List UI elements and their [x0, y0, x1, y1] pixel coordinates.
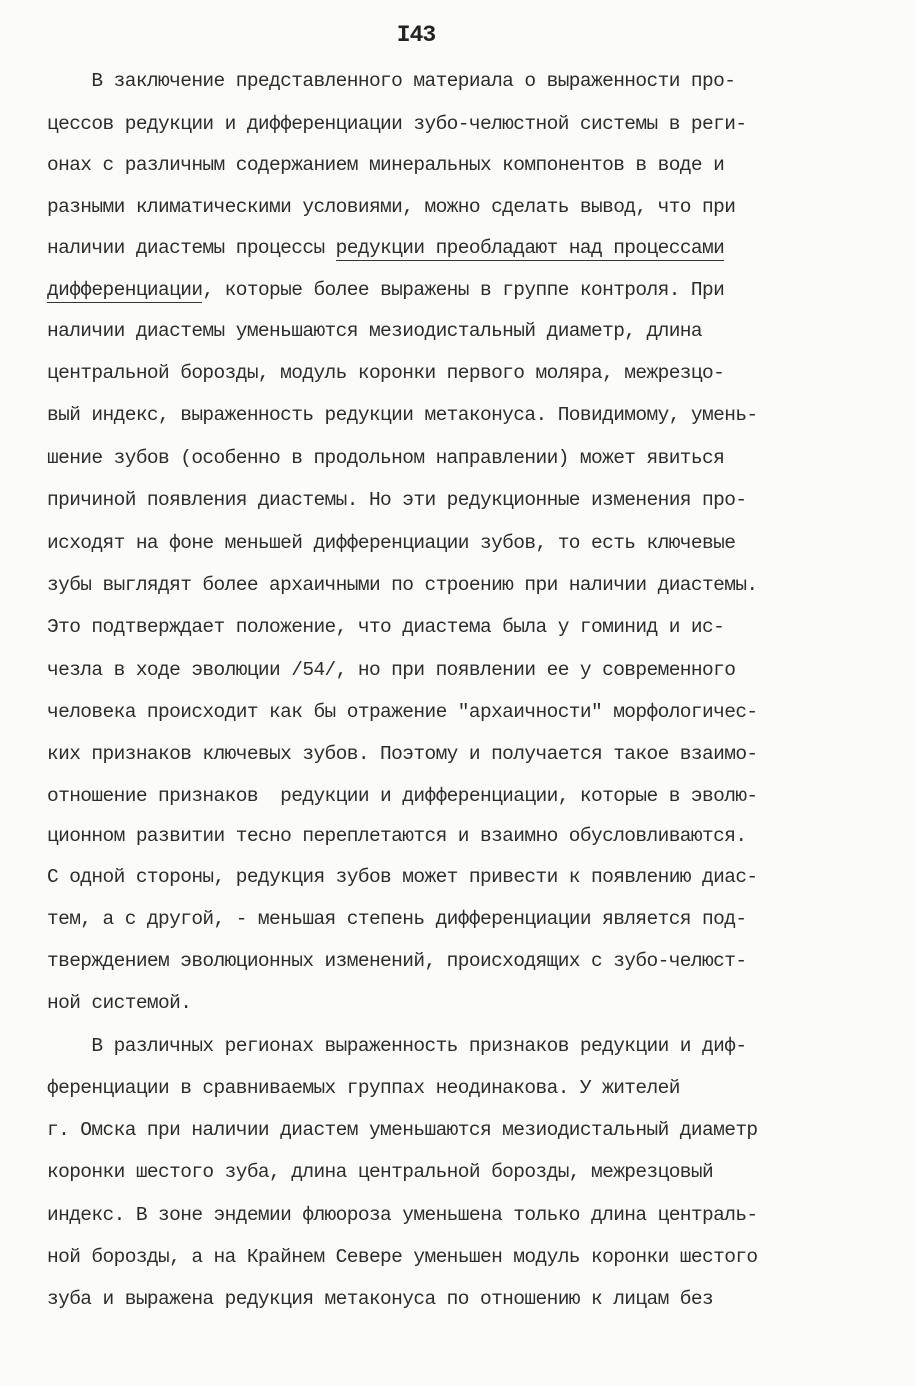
text-line-29	[47, 1242, 758, 1272]
text-line-10	[47, 443, 724, 473]
text-line-9	[47, 400, 758, 430]
page-number: I43	[396, 22, 436, 48]
text-line-17	[47, 739, 758, 769]
text-line-4	[47, 192, 735, 222]
underlined-phrase: редукции преобладают над процессами	[335, 237, 725, 259]
text-line-5	[47, 233, 724, 263]
line-segment: цессов редукции и дифференциации зубо-челюстной системы в реги-	[47, 113, 747, 135]
line-segment: зуба и выражена редукция метаконуса по отношению к лицам без	[47, 1288, 714, 1310]
text-line-25	[47, 1073, 680, 1103]
line-segment: человека происходит как бы отражение "архаичности" морфологичес-	[47, 701, 758, 723]
line-segment: коронки шестого зуба, длина центральной борозды, межрезцовый	[47, 1161, 714, 1183]
text-line-13	[47, 570, 758, 600]
text-line-12	[47, 528, 735, 558]
line-segment: г. Омска при наличии диастем уменьшаются мезиодистальный диаметр	[47, 1119, 758, 1141]
text-line-1	[47, 66, 735, 96]
text-line-27	[47, 1157, 713, 1187]
text-line-7	[47, 316, 702, 346]
line-segment: исходят на фоне меньшей дифференциации зубов, то есть ключевые	[47, 532, 736, 554]
underlined-phrase: дифференциации	[47, 279, 203, 301]
line-segment: С одной стороны, редукция зубов может привести к появлению диас-	[47, 866, 758, 888]
line-segment: чезла в ходе эволюции /54/, но при появлении ее у современного	[47, 659, 736, 681]
text-line-30	[47, 1284, 713, 1314]
line-segment: наличии диастемы процессы	[47, 237, 336, 259]
line-segment: ной системой.	[47, 992, 192, 1014]
text-line-14	[47, 612, 724, 642]
text-line-8	[47, 358, 724, 388]
line-segment: разными климатическими условиями, можно сделать вывод, что при	[47, 196, 736, 218]
text-line-23	[47, 988, 191, 1018]
line-segment: ференциации в сравниваемых группах неодинакова. У жителей	[47, 1077, 680, 1099]
text-line-28	[47, 1200, 758, 1230]
line-segment: причиной появления диастемы. Но эти редукционные изменения про-	[47, 489, 747, 511]
line-segment: отношение признаков редукции и дифференциации, которые в эволю-	[47, 785, 758, 807]
text-line-21	[47, 904, 746, 934]
line-segment: индекс. В зоне эндемии флюороза уменьшена только длина централь-	[47, 1204, 758, 1226]
line-segment: Это подтверждает положение, что диастема была у гоминид и ис-	[47, 616, 725, 638]
text-line-16	[47, 697, 758, 727]
line-segment: шение зубов (особенно в продольном направлении) может явиться	[47, 447, 725, 469]
line-segment: ной борозды, а на Крайнем Севере уменьшен модуль коронки шестого	[47, 1246, 758, 1268]
line-segment: В заключение представленного материала о выраженности про-	[47, 70, 736, 92]
line-segment: онах с различным содержанием минеральных компонентов в воде и	[47, 154, 725, 176]
line-segment: наличии диастемы уменьшаются мезиодистальный диаметр, длина	[47, 320, 703, 342]
text-line-11	[47, 485, 746, 515]
text-line-19	[47, 821, 746, 851]
line-segment: центральной борозды, модуль коронки первого моляра, межрезцо-	[47, 362, 725, 384]
line-segment: ких признаков ключевых зубов. Поэтому и получается такое взаимо-	[47, 743, 758, 765]
text-line-15	[47, 655, 735, 685]
text-line-2	[47, 109, 746, 139]
text-line-18	[47, 781, 758, 811]
text-line-20	[47, 862, 758, 892]
text-line-24	[47, 1031, 746, 1061]
line-segment: В различных регионах выраженность признаков редукции и диф-	[47, 1035, 747, 1057]
line-segment: вый индекс, выраженность редукции метаконуса. Повидимому, умень-	[47, 404, 758, 426]
line-segment: , которые более выражены в группе контроля. При	[202, 279, 725, 301]
text-line-26	[47, 1115, 758, 1145]
text-line-3	[47, 150, 724, 180]
text-line-22	[47, 946, 746, 976]
line-segment: зубы выглядят более архаичными по строению при наличии диастемы.	[47, 574, 758, 596]
text-line-6	[47, 275, 724, 305]
line-segment: тверждением эволюционных изменений, происходящих с зубо-челюст-	[47, 950, 747, 972]
line-segment: ционном развитии тесно переплетаются и взаимно обусловливаются.	[47, 825, 747, 847]
line-segment: тем, а с другой, - меньшая степень дифференциации является под-	[47, 908, 747, 930]
